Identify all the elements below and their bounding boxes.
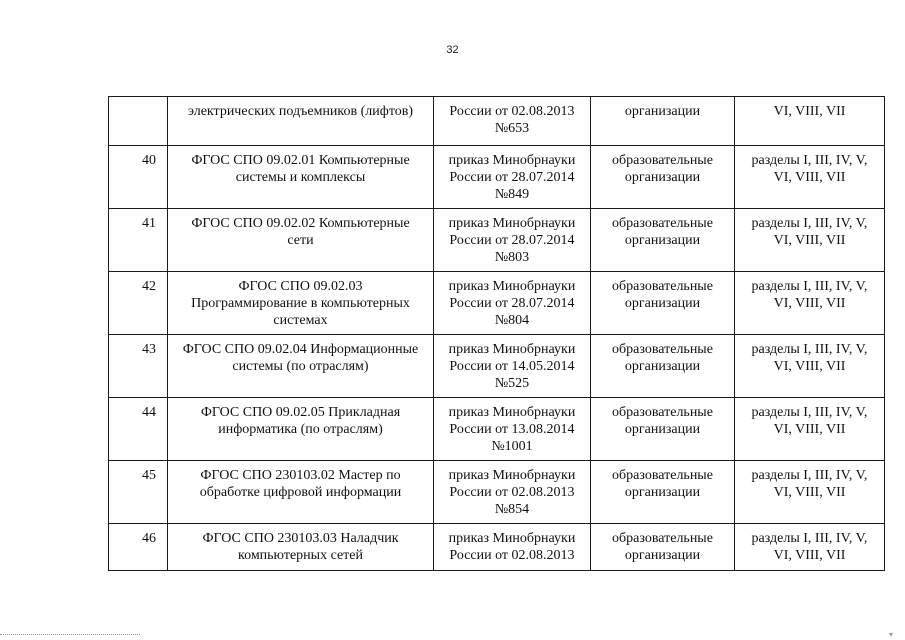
standard-name-line: обработке цифровой информации bbox=[199, 485, 402, 500]
order-reference-line: приказ Минобрнауки bbox=[448, 216, 576, 231]
sections-line: разделы I, III, IV, V, bbox=[751, 405, 868, 420]
standard-name-cell bbox=[168, 398, 434, 461]
sections-line: разделы I, III, IV, V, bbox=[751, 216, 868, 231]
sections-line: VI, VIII, VII bbox=[773, 485, 846, 500]
order-reference-line: приказ Минобрнауки bbox=[448, 531, 576, 546]
order-reference-line: России от 28.07.2014 bbox=[449, 233, 575, 248]
order-reference-line: приказ Минобрнауки bbox=[448, 279, 576, 294]
sections-line: разделы I, III, IV, V, bbox=[751, 468, 868, 483]
row-number-cell: 43 bbox=[109, 335, 168, 398]
sections-line: разделы I, III, IV, V, bbox=[751, 531, 868, 546]
organization-type-cell bbox=[591, 335, 735, 398]
standard-name-cell bbox=[168, 461, 434, 524]
corner-mark: ▾ bbox=[888, 630, 893, 639]
order-reference-cell bbox=[434, 398, 591, 461]
standard-name-line: ФГОС СПО 09.02.05 Прикладная bbox=[200, 405, 401, 420]
table-row bbox=[109, 272, 885, 335]
organization-type-line: организации bbox=[624, 359, 701, 374]
order-reference-line: России от 02.08.2013 bbox=[449, 485, 575, 500]
order-reference-cell bbox=[434, 524, 591, 571]
sections-line: разделы I, III, IV, V, bbox=[751, 279, 868, 294]
table-row bbox=[109, 209, 885, 272]
organization-type-cell bbox=[591, 97, 735, 146]
table-row bbox=[109, 146, 885, 209]
standard-name-cell bbox=[168, 524, 434, 571]
row-number-cell: 41 bbox=[109, 209, 168, 272]
sections-line: VI, VIII, VII bbox=[773, 359, 846, 374]
standard-name-cell bbox=[168, 272, 434, 335]
order-reference-line: России от 02.08.2013 bbox=[449, 548, 575, 563]
standard-name-line: ФГОС СПО 09.02.03 bbox=[238, 279, 363, 294]
organization-type-line: организации bbox=[624, 170, 701, 185]
organization-type-cell bbox=[591, 461, 735, 524]
standard-name-line: системы (по отраслям) bbox=[232, 359, 369, 374]
row-number-cell: 45 bbox=[109, 461, 168, 524]
order-reference-cell bbox=[434, 461, 591, 524]
order-reference-line: №849 bbox=[494, 187, 530, 202]
standard-name-line: ФГОС СПО 09.02.01 Компьютерные bbox=[191, 153, 410, 168]
organization-type-line: организации bbox=[624, 104, 701, 119]
sections-line: VI, VIII, VII bbox=[773, 296, 846, 311]
order-reference-line: №653 bbox=[494, 121, 530, 136]
sections-cell bbox=[735, 272, 885, 335]
organization-type-line: образовательные bbox=[612, 468, 713, 483]
standard-name-cell bbox=[168, 335, 434, 398]
organization-type-line: образовательные bbox=[612, 405, 713, 420]
order-reference-cell bbox=[434, 335, 591, 398]
order-reference-line: России от 28.07.2014 bbox=[449, 296, 575, 311]
organization-type-line: образовательные bbox=[612, 153, 713, 168]
order-reference-line: приказ Минобрнауки bbox=[448, 468, 576, 483]
sections-cell bbox=[735, 398, 885, 461]
order-reference-line: №804 bbox=[494, 313, 530, 328]
sections-cell bbox=[735, 524, 885, 571]
table-body bbox=[109, 97, 885, 571]
table-row bbox=[109, 461, 885, 524]
order-reference-line: приказ Минобрнауки bbox=[448, 342, 576, 357]
table-row bbox=[109, 335, 885, 398]
order-reference-line: №525 bbox=[494, 376, 530, 391]
sections-cell bbox=[735, 146, 885, 209]
order-reference-cell bbox=[434, 146, 591, 209]
standard-name-line: ФГОС СПО 09.02.02 Компьютерные bbox=[191, 216, 410, 231]
organization-type-cell bbox=[591, 209, 735, 272]
standard-name-line: системы и комплексы bbox=[235, 170, 366, 185]
standard-name-cell bbox=[168, 209, 434, 272]
order-reference-line: России от 28.07.2014 bbox=[449, 170, 575, 185]
standards-table bbox=[108, 96, 885, 571]
order-reference-line: России от 14.05.2014 bbox=[449, 359, 575, 374]
organization-type-line: организации bbox=[624, 485, 701, 500]
organization-type-line: образовательные bbox=[612, 342, 713, 357]
standard-name-line: системах bbox=[273, 313, 328, 328]
row-number-cell: 44 bbox=[109, 398, 168, 461]
order-reference-line: России от 13.08.2014 bbox=[449, 422, 575, 437]
standard-name-line: сети bbox=[287, 233, 314, 248]
row-number-cell: 46 bbox=[109, 524, 168, 571]
organization-type-line: организации bbox=[624, 548, 701, 563]
organization-type-line: организации bbox=[624, 296, 701, 311]
organization-type-cell bbox=[591, 272, 735, 335]
organization-type-line: организации bbox=[624, 422, 701, 437]
table-row bbox=[109, 524, 885, 571]
sections-cell bbox=[735, 209, 885, 272]
row-number-cell: 42 bbox=[109, 272, 168, 335]
table-row bbox=[109, 97, 885, 146]
standard-name-cell bbox=[168, 97, 434, 146]
sections-line: VI, VIII, VII bbox=[773, 170, 846, 185]
sections-line: VI, VIII, VII bbox=[773, 422, 846, 437]
sections-line: VI, VIII, VII bbox=[773, 233, 846, 248]
standard-name-line: информатика (по отраслям) bbox=[218, 422, 383, 437]
standard-name-line: ФГОС СПО 230103.02 Мастер по bbox=[200, 468, 401, 483]
sections-line: VI, VIII, VII bbox=[773, 548, 846, 563]
page-number: 32 bbox=[446, 44, 459, 56]
order-reference-line: №803 bbox=[494, 250, 530, 265]
footer-rule bbox=[0, 634, 140, 635]
organization-type-line: образовательные bbox=[612, 531, 713, 546]
standard-name-line: компьютерных сетей bbox=[238, 548, 363, 563]
order-reference-line: приказ Минобрнауки bbox=[448, 405, 576, 420]
order-reference-cell bbox=[434, 97, 591, 146]
sections-line: разделы I, III, IV, V, bbox=[751, 342, 868, 357]
order-reference-line: России от 02.08.2013 bbox=[449, 104, 575, 119]
order-reference-line: №854 bbox=[494, 502, 530, 517]
organization-type-cell bbox=[591, 146, 735, 209]
order-reference-cell bbox=[434, 272, 591, 335]
sections-cell bbox=[735, 97, 885, 146]
order-reference-line: №1001 bbox=[491, 439, 533, 454]
row-number-cell: 40 bbox=[109, 146, 168, 209]
organization-type-line: организации bbox=[624, 233, 701, 248]
standard-name-line: электрических подъемников (лифтов) bbox=[187, 104, 414, 119]
table-row bbox=[109, 398, 885, 461]
sections-cell bbox=[735, 461, 885, 524]
organization-type-line: образовательные bbox=[612, 279, 713, 294]
sections-cell bbox=[735, 335, 885, 398]
organization-type-cell bbox=[591, 398, 735, 461]
standard-name-line: ФГОС СПО 230103.03 Наладчик bbox=[202, 531, 399, 546]
standard-name-cell bbox=[168, 146, 434, 209]
order-reference-cell bbox=[434, 209, 591, 272]
order-reference-line: приказ Минобрнауки bbox=[448, 153, 576, 168]
sections-line: разделы I, III, IV, V, bbox=[751, 153, 868, 168]
organization-type-line: образовательные bbox=[612, 216, 713, 231]
organization-type-cell bbox=[591, 524, 735, 571]
row-number-cell bbox=[109, 97, 168, 146]
standard-name-line: ФГОС СПО 09.02.04 Информационные bbox=[182, 342, 419, 357]
sections-line: VI, VIII, VII bbox=[773, 104, 846, 119]
standard-name-line: Программирование в компьютерных bbox=[191, 296, 410, 311]
